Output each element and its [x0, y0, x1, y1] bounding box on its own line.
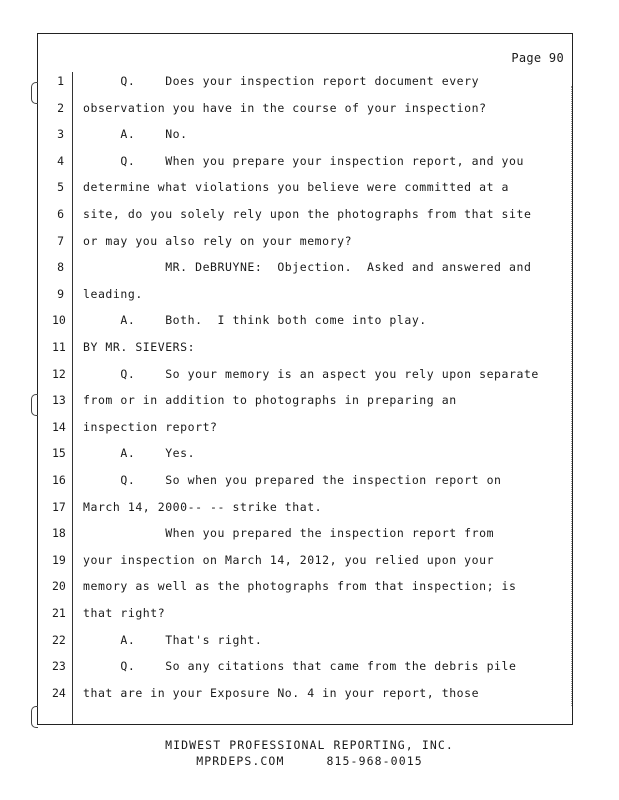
- margin-bracket-bottom: [31, 706, 38, 728]
- transcript-line-text: memory as well as the photographs from that inspection; is: [83, 579, 517, 594]
- transcript-line-text: When you prepared the inspection report from: [83, 526, 495, 541]
- line-number: 19: [52, 552, 66, 567]
- transcript-line-text: A. No.: [83, 127, 188, 142]
- transcript-line-text: Q. So any citations that came from the debris pile: [83, 659, 517, 674]
- line-number: 10: [52, 313, 66, 328]
- margin-bracket-top: [31, 82, 38, 104]
- transcript-line-text: Q. Does your inspection report document every: [83, 74, 480, 88]
- transcript-line-text: that are in your Exposure No. 4 in your report, those: [83, 685, 480, 700]
- transcript-line-text: Q. So when you prepared the inspection report on: [83, 473, 502, 487]
- transcript-line-text: inspection report?: [83, 419, 218, 434]
- line-number: 13: [52, 393, 66, 408]
- line-number: 11: [52, 340, 66, 354]
- transcript-line-text: or may you also rely on your memory?: [83, 233, 353, 248]
- line-number-divider: [72, 72, 73, 724]
- transcript-line-text: Q. When you prepare your inspection report, and you: [83, 153, 524, 168]
- transcript-line-text: your inspection on March 14, 2012, you relied upon your: [83, 552, 495, 567]
- line-number: 8: [57, 260, 64, 275]
- transcript-line-text: BY MR. SIEVERS:: [83, 340, 196, 354]
- line-number: 7: [57, 233, 64, 248]
- transcript-line-text: A. Both. I think both come into play.: [83, 313, 427, 328]
- transcript-line-text: that right?: [83, 606, 166, 620]
- line-number: 16: [52, 473, 66, 487]
- transcript-line-text: A. Yes.: [83, 446, 196, 461]
- page-edge-marks: [568, 86, 572, 706]
- line-number: 22: [52, 632, 66, 647]
- transcript-line-text: site, do you solely rely upon the photographs from that site: [83, 207, 532, 221]
- line-number: 12: [52, 366, 66, 381]
- transcript-line-text: observation you have in the course of your inspection?: [83, 100, 487, 115]
- transcript-line-text: March 14, 2000-- -- strike that.: [83, 499, 323, 514]
- margin-bracket-middle: [31, 394, 38, 416]
- transcript-line-text: A. That's right.: [83, 632, 263, 647]
- line-number: 24: [52, 685, 66, 700]
- transcript-line-text: Q. So your memory is an aspect you rely upon separate: [83, 366, 539, 381]
- line-number: 15: [52, 446, 66, 461]
- transcript-line-text: determine what violations you believe were committed at a: [83, 180, 509, 195]
- line-number: 1: [57, 74, 64, 88]
- line-number: 3: [57, 127, 64, 142]
- line-number: 20: [52, 579, 66, 594]
- footer-company: MIDWEST PROFESSIONAL REPORTING, INC.: [165, 738, 454, 752]
- transcript-line-text: leading.: [83, 286, 143, 301]
- transcript-line-text: from or in addition to photographs in preparing an: [83, 393, 457, 408]
- line-number: 14: [52, 419, 66, 434]
- line-number: 5: [57, 180, 64, 195]
- line-number: 2: [57, 100, 64, 115]
- footer-phone: 815-968-0015: [326, 754, 423, 768]
- transcript-line-text: MR. DeBRUYNE: Objection. Asked and answered and: [83, 260, 532, 275]
- line-number: 17: [52, 499, 66, 514]
- page-number: Page 90: [511, 51, 564, 65]
- transcript-page-frame: [37, 33, 573, 725]
- line-number: 9: [57, 286, 64, 301]
- line-number: 21: [52, 606, 66, 620]
- line-number: 18: [52, 526, 66, 541]
- line-number: 23: [52, 659, 66, 674]
- footer-contact: [0, 754, 619, 768]
- line-number: 4: [57, 153, 64, 168]
- line-number: 6: [57, 207, 64, 221]
- footer-website: MPRDEPS.COM: [196, 754, 285, 768]
